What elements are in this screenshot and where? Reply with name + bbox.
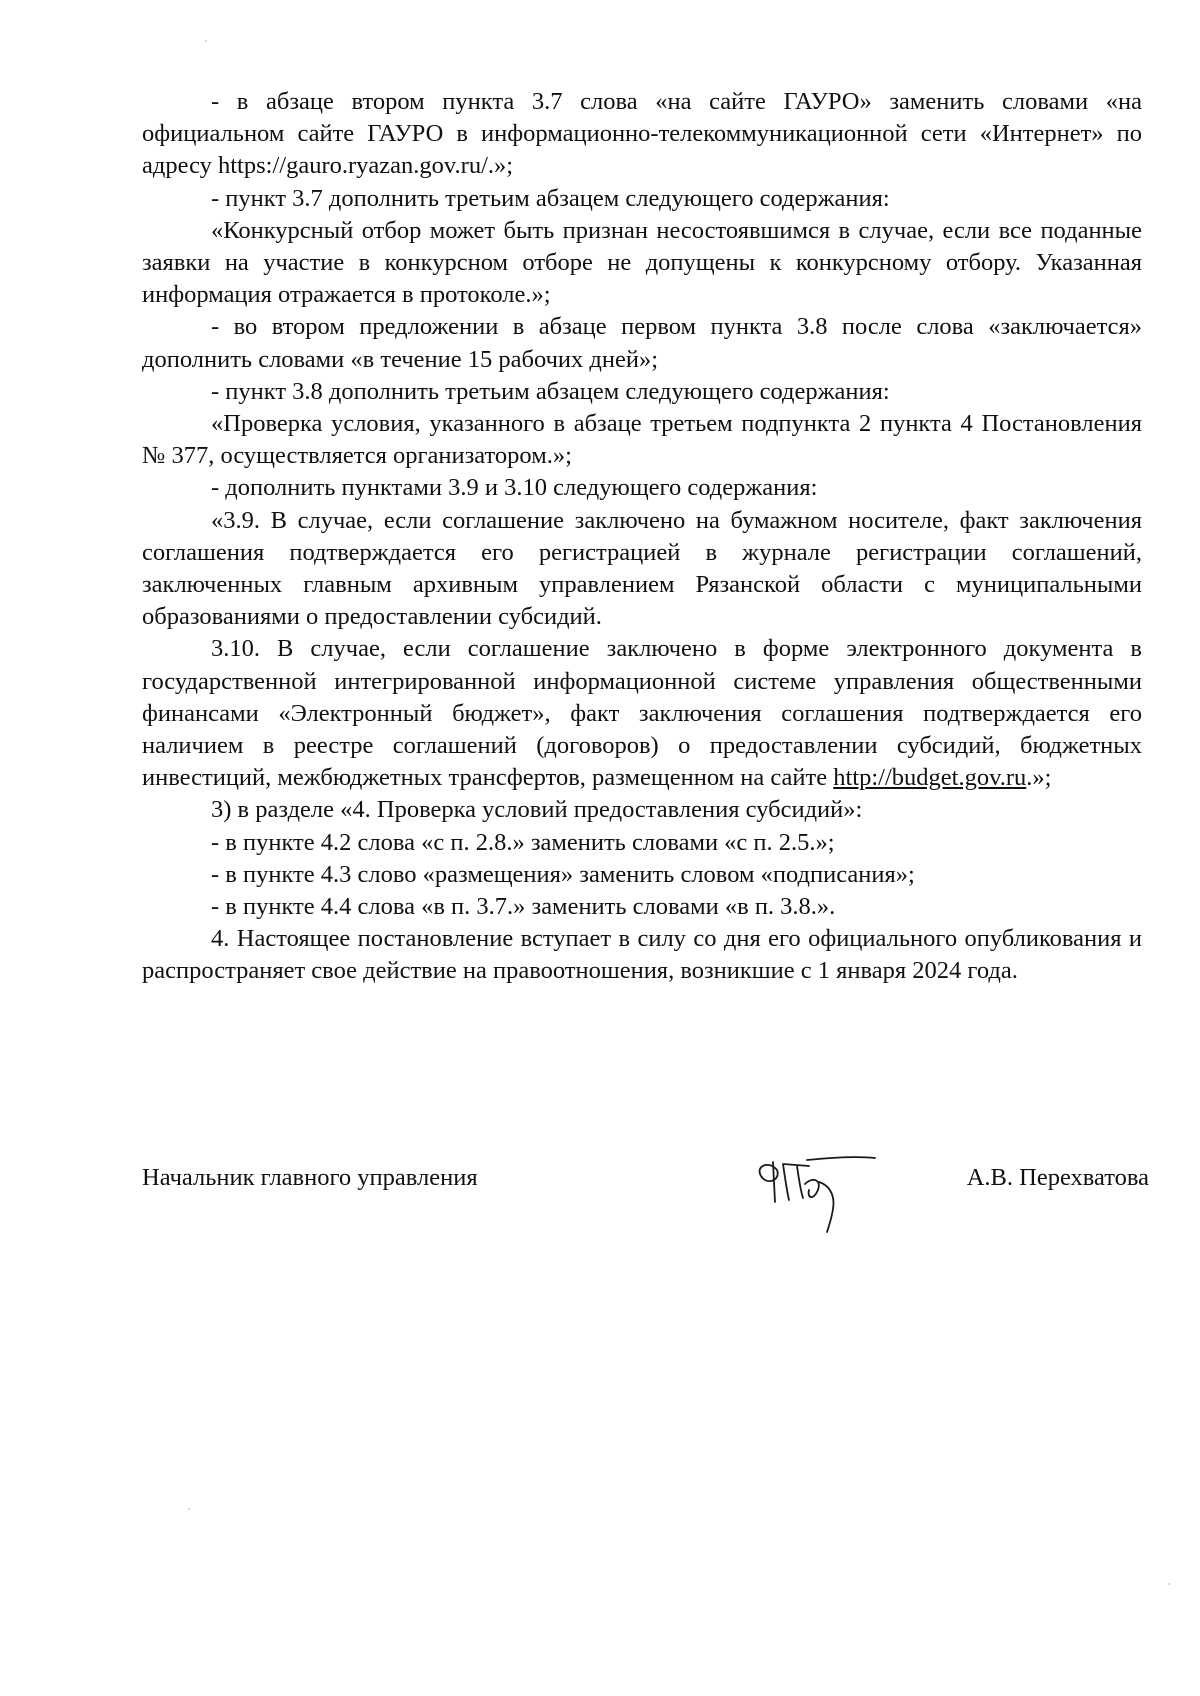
budget-site-link[interactable]: http://budget.gov.ru: [833, 764, 1027, 792]
paragraph-3-10-text: 3.10. В случае, если соглашение заключено в форме электронного документа в государственной интегрированной информационной системе управления общественными финансами «Электронный бюджет», факт заключения соглашения подтверждается его наличием в реестре соглашений (договоров) о предоставлении субсидий, бюджетных инвестиций, межбюджетных трансфертов, размещенном на сайте: [142, 635, 1142, 792]
paragraph: 4. Настоящее постановление вступает в силу со дня его официального опубликования и распространяет свое действие на правоотношения, возникшие с 1 января 2024 года.: [142, 925, 1142, 985]
paragraph: «3.9. В случае, если соглашение заключено на бумажном носителе, факт заключения соглашения подтверждается его регистрацией в журнале регистрации соглашений, заключенных главным архивным управлением Рязанской области с муниципальными образованиями о предоставлении субсидий.: [142, 506, 1142, 631]
paragraph: - в пункте 4.4 слова «в п. 3.7.» заменить словами «в п. 3.8.».: [211, 893, 836, 921]
paragraph: - во втором предложении в абзаце первом пункта 3.8 после слова «заключается» дополнить словами «в течение 15 рабочих дней»;: [142, 313, 1142, 373]
paragraph-3-10: [142, 633, 1142, 794]
paragraph: - дополнить пунктами 3.9 и 3.10 следующего содержания:: [211, 474, 818, 502]
document-body: [142, 86, 1142, 988]
paragraph: «Конкурсный отбор может быть признан несостоявшимся в случае, если все поданные заявки на участие в конкурсном отборе не допущены к конкурсному отбору. Указанная информация отражается в протоколе.»;: [142, 216, 1142, 309]
signer-name: А.В. Перехватова: [966, 1164, 1149, 1191]
scan-speck: [188, 1508, 190, 1510]
paragraph: - в пункте 4.3 слово «размещения» заменить словом «подписания»;: [211, 860, 915, 888]
paragraph-3-10-tail: .»;: [1026, 764, 1052, 792]
paragraph: «Проверка условия, указанного в абзаце третьем подпункта 2 пункта 4 Постановления № 377, осуществляется организатором.»;: [142, 410, 1142, 470]
paragraph: - пункт 3.8 дополнить третьим абзацем следующего содержания:: [211, 377, 890, 405]
scan-speck: [205, 40, 207, 42]
signer-position: Начальник главного управления: [142, 1164, 478, 1191]
paragraph: 3) в разделе «4. Проверка условий предоставления субсидий»:: [211, 796, 863, 824]
scan-speck: [1168, 1583, 1170, 1585]
paragraph: - в абзаце втором пункта 3.7 слова «на сайте ГАУРО» заменить словами «на официальном сайте ГАУРО в информационно-телекоммуникационной сети «Интернет» по адресу https://gauro.ryazan.gov.ru/.»;: [142, 88, 1142, 180]
signature-block: [142, 1152, 1149, 1232]
paragraph: - в пункте 4.2 слова «с п. 2.8.» заменить словами «с п. 2.5.»;: [211, 828, 835, 856]
paragraph: - пункт 3.7 дополнить третьим абзацем следующего содержания:: [211, 184, 890, 212]
handwritten-signature: [747, 1140, 877, 1240]
